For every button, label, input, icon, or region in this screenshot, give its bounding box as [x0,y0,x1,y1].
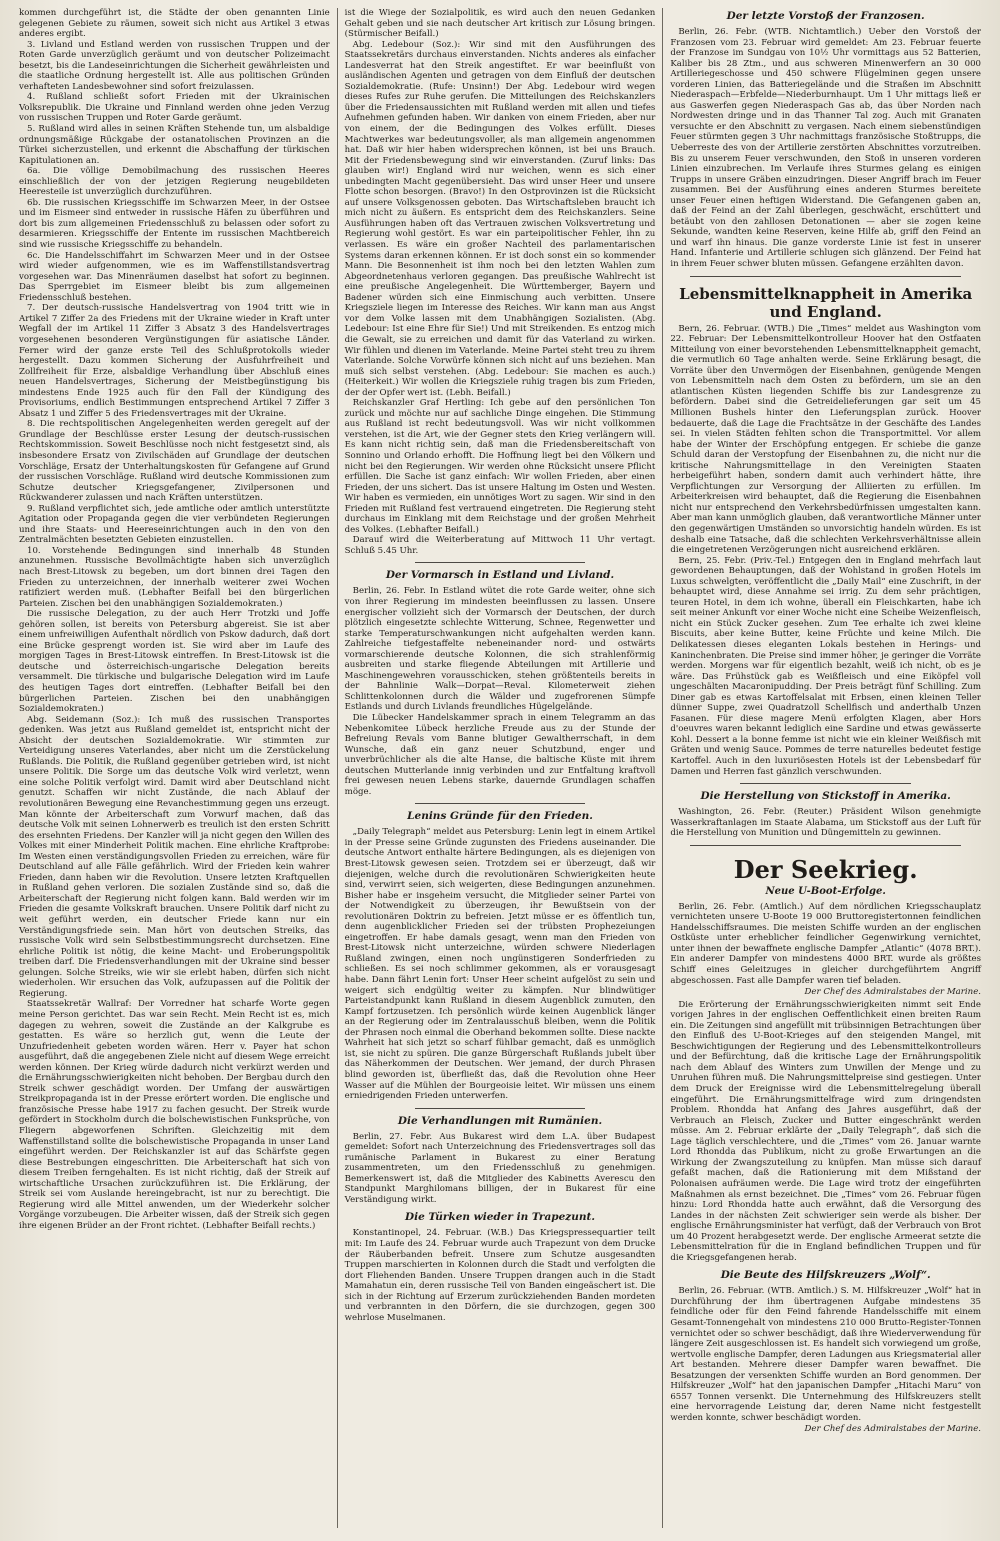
paragraph: 7. Der deutsch-russische Handelsvertrag von 1904 tritt wie in Artikel 7 Ziffer 2a des Friedens mit der Ukraine wieder in Kraft unter Wegfall der im Artikel 11 Ziffer 3 Absatz 3 des Handelsvertrages vorgesehenen besonderen Vergünstigungen für asiatische Länder. Ferner wird der ganze erste Teil des Schlußprotokolls wieder hergestellt. Dazu kommen Sicherung der Ausfuhrfreiheit und Zollfreiheit für Erze, alsbaldige Verhandlung über Abschluß eines neuen Handelsvertrages, Sicherung der Meistbegünstigung bis mindestens Ende 1925 auch für den Fall der Kündigung des Provisoriums, endlich Bestimmungen entsprechend Artikel 7 Ziffer 3 Absatz 1 und Ziffer 5 des Friedensvertrages mit der Ukraine. [19,303,330,419]
paragraph: Staatssekretär Wallraf: Der Vorredner hat scharfe Worte gegen meine Person gerichtet. Das war sein Recht. Mein Recht ist es, mich dagegen zu wehren, soweit die Zustände an der Kalkgrube es gestatten. Es wäre so herzlich gut, wenn die Leute der Unzufriedenheit gebeten worden wären. Herr v. Payer hat schon ausgeführt, daß die angegebenen Ziele nicht auf diesem Wege erreicht werden können. Der Krieg würde dadurch nicht verkürzt werden und die Ernährungsschwierigkeiten nicht behoben. Der Bergbau durch den Streik schwer geschädigt worden. Der Umfang der auswärtigen Streikpropaganda ist in der Presse erörtert worden. Die englische und französische Presse habe 1917 zu fachen gesucht. Der Streik wurde gefördert in Stockholm durch die bolschewistischen Funksprüche, von Fliegern abgeworfenen Schriften. Gleichzeitig mit dem Waffenstillstand sollte die bolschewistische Propaganda in unser Land eingeführt werden. Der Reichskanzler ist auf das Schärfste gegen diese Bestrebungen eingeschritten. Die Arbeiterschaft hat sich von diesem Treiben ferngehalten. Es ist nicht richtig, daß der Streik auf wirtschaftliche Ursachen zurückzuführen ist. Die Erklärung, der Streik sei vom Auslande hereingebracht, ist nur zu berechtigt. Die Regierung wird alle Mittel anwenden, um der Wiederkehr solcher Vorgänge vorzubeugen. Die Arbeiter wissen, daß der Streik sich gegen ihre eigenen Brüder an der Front richtet. (Lebhafter Beifall rechts.) [19,999,330,1231]
paragraph: 6a. Die völlige Demobilmachung des russischen Heeres einschließlich der von der jetzigen Regierung neugebildeten Heeresteile ist unverzüglich durchzuführen. [19,166,330,198]
headline-stickstoff: Die Herstellung von Stickstoff in Amerika. [700,790,951,803]
section-divider [415,562,586,563]
paragraph: Die Erörterung der Ernährungsschwierigkeiten nimmt seit Ende vorigen Jahres in der englischen Oeffentlichkeit einen breiten Raum ein. Die Zeitungen sind angefüllt mit trübsinnigen Betrachtungen über den Einfluß des U-Boot-Krieges auf den steigenden Mangel, mit Beschwichtigungen der Regierung und des Lebensmittelkontrolleurs und der Befürchtung, daß die kritische Lage der Ernährungspolitik nach dem Ablauf des Winters zum Unwillen der Menge und zu Unruhen führen muß. Die Nahrungsmittelpreise sind gestiegen. Unter dem Druck der Ereignisse wird die Lebensmittelregelung überall eingeführt. Die Ernährungsmittelfrage wird zum dringendsten Problem. Rhondda hat Anfang des Jahres ausgeführt, daß der Verbrauch an Fleisch, Zucker und Butter eingeschränkt werden müsse. Am 2. Februar erklärte der „Daily Telegraph“, daß sich die Lage täglich verschlechtere, und die „Times“ vom 26. Januar warnte Lord Rhondda das Publikum, nicht zu große Erwartungen an die Wirkung der Zwangszuteilung zu knüpfen. Man müsse sich darauf gefaßt machen, daß die Rationierung mit dem Mißstand der Polonaisen aufräumen werde. Die Lage wird trotz der eingeführten Maßnahmen als ernst bezeichnet. Die „Times“ vom 26. Februar fügen hinzu: Lord Rhondda hatte auch erwähnt, daß die Versorgung des Landes in der nächsten Zeit schwieriger sein werde als bisher. Der englische Ernährungsminister hat verfügt, daß der Verbrauch von Brot um 40 Prozent herabgesetzt werde. Der englische Armeerat setzte die Lebensmittelration für die in England befindlichen Truppen und für die Kriegsgefangenen herab. [670,999,982,1263]
headline-tuerken: Die Türken wieder in Trapezunt. [404,1211,596,1224]
headline-vormarsch: Der Vormarsch in Estland und Livland. [385,569,615,582]
subheadline-uboot: Neue U-Boot-Erfolge. [765,885,886,897]
paragraph: Berlin, 26. Febr. (WTB. Nichtamtlich.) Ueber den Vorstoß der Franzosen vom 23. Februar wird gemeldet: Am 23. Februar feuerte der Franzose im Sundgau von 10½ Uhr vormittags aus 52 Batterien, Kaliber bis 28 Ztm., und aus schweren Minenwerfern an 30 000 Artilleriegeschosse und 450 schwere Flügelminen gegen unsere vorderen Linien, das Batteriegelände und die Straßen im Abschnitt Niederaspach—Erbfelde—Niederburnhaupt. Um 1 Uhr mittags ließ er aus Gaswerfen gegen Niederaspach Gas ab, das über Norden nach Nordwesten dringe und in das Thanner Tal zog. Auch mit Granaten versuchte er den Abschnitt zu vergasen. Nach einem siebenstündigen Feuer stürmten gegen 3 Uhr nachmittags französische Stoßtrupps, die Ueberreste des von der Artillerie zerstörten Abschnittes vorzutreiben. Bis zu unserem Feuer verschwunden, den Stoß in unseren vorderen Linien einzubrechen. Im Verlaufe ihres Sturmes gelang es einigen Trupps in unsere Gräben einzudringen. Dieser Angriff brach im Feuer zusammen. Bei der Ausführung eines anderen Sturmes bereitete unser Feuer einen heftigen Widerstand. Die Gefangenen gaben an, daß der Feind an der Zahl überlegen, geschwächt, erschüttert und betäubt von den zahllosen Detonationen — aber sie zogen keine Sekunde, wandten keine Reserven, keine Hilfe ab, griff den Feind an und warf ihn hinaus. Die ganze vorderste Linie ist fest in unserer Hand. Infanterie und Artillerie schlugen sich glänzend. Der Feind hat in ihrem Feuer schwer bluten müssen. Gefangene erzählten davon. [670,27,982,270]
section-divider [690,276,961,277]
column-left [12,8,337,1528]
paragraph: ist die Wiege der Sozialpolitik, es wird auch den neuen Gedanken Gehalt geben und sie nach deutscher Art kritisch zur Lösung bringen. (Stürmischer Beifall.) [344,8,656,40]
paragraph: 9. Rußland verpflichtet sich, jede amtliche oder amtlich unterstützte Agitation oder Propaganda gegen die vier verbündeten Regierungen und ihre Staats- und Heereseinrichtungen auch in den von den Zentralmächten besetzten Gebieten einzustellen. [19,503,330,546]
paragraph: Die russische Delegation, zu der auch Herr Trotzki und Joffe gehören sollen, ist bereits von Petersburg abgereist. Sie ist aber einem unfreiwilligen Aufenthalt nördlich von Pskow dadurch, daß dort eine Brücke gesprengt worden ist. Sie wird aber im Laufe des morgigen Tages in Brest-Litowsk eintreffen. In Brest-Litowsk ist die deutsche und österreichisch-ungarische Delegation bereits versammelt. Die türkische und bulgarische Delegation wird im Laufe des heutigen Tages dort eintreffen. (Lebhafter Beifall bei den bürgerlichen Parteien. Zischen bei den unabhängigen Sozialdemokraten.) [19,609,330,715]
paragraph: Konstantinopel, 24. Februar. (W.B.) Das Kriegspressequartier teilt mit: Im Laufe des 24. Februar wurde auch Trapezunt von dem Drucke der Räuberbanden befreit. Unsere zum Schutze ausgesandten Truppen marschierten in Kolonnen durch die Stadt und verfolgten die dort Fliehenden Banden. Unsere Truppen drangen auch in die Stadt Mamahatun ein, deren russische Teil von Banden eingeäschert ist. Die sich in der Richtung auf Erzerum zurückziehenden Banden mordeten und verbrannten in den Dörfern, die sie durchzogen, gegen 300 wehrlose Muselmanen. [344,1228,656,1323]
headline-lebensmittel: Lebensmittelknappheit in Amerika und England. [679,284,973,321]
paragraph: 8. Die rechtspolitischen Angelegenheiten werden geregelt auf der Grundlage der Beschlüsse erster Lesung der deutsch-russischen Rechtskommission. Soweit Beschlüsse noch nicht festgesetzt sind, als insbesondere Ersatz von Zivilschäden auf Grundlage der deutschen Vorschläge, Ersatz der Unterhaltungskosten für Gefangene auf Grund der russischen Vorschläge. Rußland wird deutsche Kommissionen zum Schutze deutscher Kriegsgefangener, Zivilpersonen und Rückwanderer zulassen und nach Kräften unterstützen. [19,419,330,504]
section-divider [740,783,911,784]
paragraph: „Daily Telegraph“ meldet aus Petersburg: Lenin legt in einem Artikel in der Presse seine Gründe zugunsten des Friedens auseinander. Die deutsche Antwort enthalte härtere Bedingungen, als es diejenigen von Brest-Litowsk gewesen seien. Trotzdem sei er überzeugt, daß wir diejenigen, welche durch die revolutionären Schwierigkeiten heute sind, verwirrt seien, sich weigerten, diese Bedingungen anzunehmen. Bisher habe er insgeheim versucht, die Mitglieder seiner Partei von der Notwendigkeit zu überzeugen, ihr Bewußtsein von der revolutionären Doktrin zu befreien. Jetzt müsse er es öffentlich tun, denn augenblicklicher Frieden sei der trübsten Prophezeiungen eingetroffen. Er habe damals gesagt, wenn man den Frieden von Brest-Litowsk nicht unterzeichne, würden schwere Niederlagen Rußland zwingen, einen noch ungünstigeren Sonderfrieden zu schließen. Es sei noch schlimmer gekommen, als er vorausgesagt habe. Dann fährt Lenin fort: Unser Heer scheint aufgelöst zu sein und weigert sich endgültig weiter zu kämpfen. Nur blindwütiger Parteistandpunkt kann Rußland in diesem Augenblick zumuten, den Kampf fortzusetzen. Ich persönlich würde keinen Augenblick länger an der Regierung oder im Zentralausschuß bleiben, wenn die Politik der Phrasen noch einmal die Oberhand bekommen sollte. Diese nackte Wahrheit hat sich jetzt so scharf fühlbar gemacht, daß es unmöglich ist, sie nicht zu spüren. Die ganze Bürgerschaft Rußlands jubelt über das Näherkommen der Deutschen. Wer jemand, der durch Phrasen blind geworden ist, überfließt das, daß die Revolution ohne Heer Wasser auf die Mühlen der Bourgeoisie leitet. Wir müssen uns einem erniedrigenden Frieden unterwerfen. [344,827,656,1102]
signature-line: Der Chef des Admiralstabes der Marine. [804,1424,982,1435]
column-container [12,8,988,1528]
paragraph: Die Lübecker Handelskammer sprach in einem Telegramm an das Nebenkomitee Lübeck herzliche Freude aus zu der Stunde der Befreiung Revals vom Banne blutiger Gewaltherrschaft, in dem Wunsche, daß ein ganz neuer Schutzbund, enger und unverbrüchlicher als die alte Hanse, die baltische Küste mit ihrem deutschen Mutterlande innig verbinden und zur Entfaltung kraftvoll frei gewesen neuen Lebens starke, dauernde Grundlagen schaffen möge. [344,713,656,797]
paragraph: Bern, 25. Febr. (Priv.-Tel.) Entgegen den in England mehrfach laut gewordenen Behauptungen, daß der Wohlstand in großen Hotels im Luxus schwelgten, veröffentlicht die „Daily Mail“ eine Zuschrift, in der behauptet wird, diese Annahme sei irrig. Zu dem sehr prächtigen, teuren Hotel, in dem ich wohne, überall ein Fleischkarten, habe ich seit meiner Ankunft vor einer Woche nicht eine Scheibe Weizenfleisch, nicht ein Stück Zucker gesehen. Zum Tee erhalte ich zwei kleine Biscuits, aber keine Butter, keine Früchte und keine Milch. Die Delikatessen dieses eleganten Lokals bestehen in Herings- und Kaninchenbraten. Die Preise sind immer höher, je geringer die Vorräte werden. Morgens war für eigentlich bezahlt, weiß ich nicht, ob es je wäre. Das Frühstück gab es Weißfleisch und eine Eiköpfel voll ungeschälten Macaronipudding. Der Preis beträgt fünf Schilling. Zum Diner gab es etwas Kartoffelsalat mit Erbsen, einen kleinen Teller dünner Suppe, zwei Quadratzoll Schellfisch und anderthalb Unzen Fasanen. Für diese magere Menü erfolgten Klagen, aber Hors d'oeuvres waren bekannt lediglich eine Sardine und etwas gewässerte Kohl. Dessert a la bonne femme ist nicht wie ein kleiner Weißfisch mit Gräten und wenig Sauce. Pommes de terre naturelles bedeutet festige Kartoffel. Auch in den luxuriösesten Hotels ist der Lebensbedarf für Damen und Herren fast gänzlich verschwunden. [670,555,982,777]
paragraph: 5. Rußland wird alles in seinen Kräften Stehende tun, um alsbaldige ordnungsmäßige Rückgabe der ostanatolischen Provinzen an die Türkei sicherzustellen, und erkennt die Abschaffung der türkischen Kapitulationen an. [19,124,330,166]
paragraph: 4. Rußland schließt sofort Frieden mit der Ukrainischen Volksrepublik. Die Ukraine und Finnland werden ohne jeden Verzug von russischen Truppen und Roter Garde geräumt. [19,92,330,124]
headline-vorstoss: Der letzte Vorstoß der Franzosen. [726,10,925,22]
signature-line: Der Chef des Admiralstabes der Marine. [804,987,982,998]
paragraph: Washington, 26. Febr. (Reuter.) Präsident Wilson genehmigte Wasserkraftanlagen im Staate Alabama, um Stickstoff aus der Luft für die Herstellung von Munition und Düngemitteln zu gewinnen. [670,807,982,839]
headline-lenin: Lenins Gründe für den Frieden. [407,810,593,823]
paragraph: kommen durchgeführt ist, die Städte der oben genannten Linie gelegenen Gebiete zu räumen, soweit sich nicht aus Artikel 3 etwas anderes ergibt. [19,8,330,40]
column-middle [337,8,663,1528]
headline-beute: Die Beute des Hilfskreuzers „Wolf“. [720,1269,931,1282]
paragraph: Reichskanzler Graf Hertling: Ich gebe auf den persönlichen Ton zurück und möchte nur auf sachliche Dinge eingehen. Die Stimmung aus Rußland ist recht bedeutungsvoll. Was wir nicht vollkommen verstehen, ist die Art, wie der Gegner stets den Krieg verlängern will. Es kann nicht richtig sein, daß man die Friedensbereitschaft von Sonnino und Orlando erhofft. Die Hoffnung liegt bei den Völkern und nicht bei den Regierungen. Wir werden ohne Rücksicht unsere Pflicht erfüllen. Die Sache ist ganz einfach: Wir wollen Frieden, aber einen Frieden, der uns sichert. Das ist unsere Haltung im Osten und Westen. Wir haben es vermieden, ein unnötiges Wort zu sagen. Wir sind in den Frieden mit Rußland fest vertrauend eingetreten. Die Regierung steht durchaus im Einklang mit dem Reichstage und der großen Mehrheit des Volkes. (Lebhafter Beifall.) [344,398,656,535]
paragraph: Berlin, 27. Febr. Aus Bukarest wird dem L.A. über Budapest gemeldet: Sofort nach Unterzeichnung des Friedensvertrages soll das rumänische Parlament in Bukarest zu einer Beratung zusammentreten, um den Friedensschluß zu genehmigen. Bemerkenswert ist, daß die Mitglieder des Kabinetts Averescu den Standpunkt Marghilomans billigen, der in Bukarest für eine Verständigung wirkt. [344,1131,656,1205]
paragraph: 10. Vorstehende Bedingungen sind innerhalb 48 Stunden anzunehmen. Russische Bevollmächtigte haben sich unverzüglich nach Brest-Litowsk zu begeben, um dort binnen drei Tagen den Frieden zu unterzeichnen, der innerhalb weiterer zwei Wochen ratifiziert werden muß. (Lebhafter Beifall bei den bürgerlichen Parteien. Zischen bei den unabhängigen Sozialdemokraten.) [19,545,330,609]
paragraph: Bern, 26. Februar. (WTB.) Die „Times“ meldet aus Washington vom 22. Februar: Der Lebensmittelkontrolleur Hoover hat den Ostfaaten Mitteilung von einer bevorstehenden Lebensmittelknappheit gemacht, die vermutlich 60 Tage anhalten werde. Seine Erklärung besagt, die Vorräte über den Unvermögen der Eisenbahnen, genügende Mengen von Lebensmitteln nach dem Osten zu befördern, um sie an den atlantischen Küsten liegenden Schiffe bis zur Landesgrenze zu befördern. Dabei sind die Getreidelieferungen gar seit um 45 Millionen Bushels hinter den Lieferungsplan zurück. Hoover bedauerte, daß die Lage die Frachtsätze in der Geschäfte des Landes sei. In vielen Städten fehlten schon die Transportmittel. Vor allem habe der Winter der Erschöpfung entgegen. Er schiebe die ganze Schuld daran der Verstopfung der Eisenbahnen zu, die nicht nur die kritische Nahrungsmittellage in den Vereinigten Staaten herbeigeführt haben, sondern damit auch verhindert hätte, ihre Verpflichtungen zur Versorgung der Alliierten zu erfüllen. Im Arbeiterkreisen wird behauptet, daß die Regierung die Eisenbahnen nicht nur entsprechend den Verkehrsbedürfnissen umgestalten kann. Aber man kann unmöglich glauben, daß verantwortliche Männer unter den gegenwärtigen Umständen so unvorsichtig handeln würden. Es ist deshalb eine Tatsache, daß die schlechten Verkehrsverhältnisse allein die eingetretenen Verzögerungen nicht ausreichend erklären. [670,323,982,556]
section-divider [415,803,586,804]
paragraph: 6c. Die Handelsschiffahrt im Schwarzen Meer und in der Ostsee wird wieder aufgenommen, wie es im Waffenstillstandsvertrag vorgesehen war. Das Minenräumen daselbst hat sofort zu beginnen. Das Sperrgebiet im Eismeer bleibt bis zum allgemeinen Friedensschluß bestehen. [19,250,330,303]
paragraph: Darauf wird die Weiterberatung auf Mittwoch 11 Uhr vertagt. Schluß 5.45 Uhr. [344,535,656,556]
headline-rumaenien: Die Verhandlungen mit Rumänien. [397,1114,603,1127]
paragraph: Abg. Ledebour (Soz.): Wir sind mit den Ausführungen des Staatssekretärs durchaus einverstanden. Nichts anderes als einfacher Landesverrat hat den Streik angestiftet. Er war beeinflußt von ausländischen Agenten und getragen von dem Einfluß der deutschen Sozialdemokratie. (Rufe: Unsinn!) Der Abg. Ledebour wird wegen dieses Rufes zur Ruhe gerufen. Die Mitteilungen des Reichskanzlers über die Friedensaussichten mit Rußland werden mit allen und tiefes Aufnehmen gefunden haben. Wir danken von einem Frieden, aber nur von einem, der die Bedingungen des Volkes erfüllt. Dieses Machtwerkes war bedeutungsvoller, als man allgemein angenommen hat. Daß wir hier haben widersprechen können, ist bei uns Brauch. Mit der Friedensbewegung sind wir einverstanden. (Zuruf links: Das glauben wir!) England wird nur weichen, wenn es sich einer unbedingten Macht gegenübersieht. Das wird unser Heer und unsere Flotte schon besorgen. (Bravo!) In den Ostprovinzen ist die Rücksicht auf unsere Volksgenossen geboten. Das Wirtschaftsleben braucht ich mich nicht zu äußern. Es entspricht dem des Reichskanzlers. Seine Ausführungen haben oft das Vertrauen zwischen Volksvertretung und Regierung wohl gestört. Es war ein parteipolitischer Fehler, ihn zu verlassen. Es wäre ein großer Nachteil des parlamentarischen Systems daran erkennen können. Er ist doch sonst ein so kommender Mann. Die Besonnenheit ist ihm noch bei den letzten Wahlen zum Abgeordnetenhaus verloren gegangen. Das preußische Wahlrecht ist eine preußische Angelegenheit. Die Württemberger, Bayern und Badener würden sich eine Einmischung auch verbitten. Unsere Kriegsziele liegen im Interesse des Reiches. Wir kann man aus Angst vor dem Volke lassen mit dem Unabhängigen Sozialisten. (Abg. Ledebour: Ist eine Ehre für Sie!) Und mit Streikenden. Es entzog mich die Gewalt, sie zu erreichen und damit für das Vaterland zu wirken. Wir fühlen und dienen im Vaterlande. Meine Partei steht treu zu ihrem Vaterlande. Solche Vorwürfe können sich nicht auf uns beziehen. Man muß sich selbst verstehen. (Abg. Ledebour: Sie machen es auch.) (Heiterkeit.) Wir wollen die Kriegsziele ruhig tragen bis zum Frieden, der der Opfer wert ist. (Lebh. Beifall.) [344,39,656,398]
section-divider [690,845,961,846]
headline-seekrieg: Der Seekrieg. [733,854,918,884]
column-right [662,8,988,1528]
paragraph: Berlin, 26. Febr. (Amtlich.) Auf dem nördlichen Kriegsschauplatz vernichteten unsere U-Boote 19 000 Bruttoregistertonnen feindlichen Handelsschiffsraumes. Die meisten Schiffe wurden an der englischen Ostküste unter erheblicher feindlicher Gegenwirkung vernichtet, unter ihnen der bewaffnete englische Dampfer „Atlantic“ (4078 BRT.). Ein anderer Dampfer von mindestens 4000 BRT. wurde als größtes Schiff eines Geleitzuges in gleicher durchgeführtem Angriff abgeschossen. Fast alle Dampfer waren tief beladen. [670,901,982,986]
paragraph: Abg. Seidemann (Soz.): Ich muß des russischen Transportes gedenken. Was jetzt aus Rußland gemeldet ist, entspricht nicht der Absicht der deutschen Sozialdemokratie. Wir stimmten zur Verteidigung unseres Vaterlandes, aber nicht um die Zerstückelung Rußlands. Die Politik, die Rußland gegenüber getrieben wird, ist nicht unsere Politik. Die Sorge um das deutsche Volk wird verletzt, wenn eine solche Politik verfolgt wird. Damit wird aber Deutschland nicht genutzt. Schaffen wir nicht Zustände, die nach Ablauf der revolutionären Bewegung eine Revanchestimmung gegen uns erzeugt. Man könnte der Arbeiterschaft zum Vorwurf machen, daß das deutsche Volk mit seinen Lohnerwerb es treulich ist den ersten Schritt des ersehnten Friedens. Der Kanzler will ja nicht gegen den Willen des Volkes mit einer Minderheit Politik machen. Eine ehrliche Kraftprobe: Im Westen einen verständigungsvollen Frieden zu erreichen, wäre für Deutschland auf alle Fälle gefährlich. Wird der Frieden kein wahrer Frieden, dann haben wir die Revolution. Unsere letzten Kraftquellen in Rußland gehen verloren. Die sozialen Zustände sind so, daß die Arbeiterschaft der Regierung nicht folgen kann. Bald werden wir im Frieden die gesamte Volkskraft brauchen. Unsere Politik darf nicht zu weit geführt werden, ein deutscher Friede kann nur ein Verständigungsfriede sein. Man hört von deutschen Streiks, das russische Volk wird sein Selbstbestimmungsrecht durchsetzen. Eine ehrliche Politik ist nötig, die keine Macht- und Eroberungspolitik treiben darf. Die Friedensverhandlungen mit der Ukraine sind besser gelungen. Solche Streiks, wie wir sie erlebt haben, dürfen sich nicht wiederholen. Wir ersuchen das Volk, aufzupassen auf die Politik der Regierung. [19,714,330,999]
paragraph: Berlin, 26. Februar. (WTB. Amtlich.) S. M. Hilfskreuzer „Wolf“ hat in Durchführung der ihm übertragenen Aufgabe mindestens 35 feindliche oder für den Feind fahrende Handelsschiffe mit einem Gesamt-Tonnengehalt von mindestens 210 000 Brutto-Register-Tonnen vernichtet oder so schwer beschädigt, daß ihre Wiederverwendung für längere Zeit ausgeschlossen ist. Es handelt sich vorwiegend um große, wertvolle englische Dampfer, deren Ladungen aus Kriegsmaterial aller Art bestanden. Mehrere dieser Dampfer waren bewaffnet. Die Besatzungen der versenkten Schiffe wurden an Bord genommen. Der Hilfskreuzer „Wolf“ hat den japanischen Dampfer „Hitachi Maru“ von 6557 Tonnen versenkt. Die Unternehmung des Hilfskreuzers stellt eine hervorragende Leistung dar, deren Name nicht festgestellt werden konnte, schwer beschädigt worden. [670,1286,982,1423]
section-divider [415,1108,586,1109]
paragraph: 3. Livland und Estland werden von russischen Truppen und der Roten Garde unverzüglich geräumt und von deutscher Polizeimacht besetzt, bis die Landeseinrichtungen die Sicherheit gewährleisten und die staatliche Ordnung hergestellt ist. Alle aus politischen Gründen verhafteten Landesbewohner sind sofort freizulassen. [19,39,330,92]
paragraph: 6b. Die russischen Kriegsschiffe im Schwarzen Meer, in der Ostsee und im Eismeer sind entweder in russische Häfen zu überführen und dort bis zum allgemeinen Friedensschluß zu belassen oder sofort zu desarmieren. Kriegsschiffe der Entente im russischen Machtbereich sind wie russische Kriegsschiffe zu behandeln. [19,197,330,251]
paragraph: Berlin, 26. Febr. In Estland wütet die rote Garde weiter, ohne sich von ihrer Regierung im mindesten beeinflussen zu lassen. Unsere energischer vollzieht sich der Vormarsch der Deutschen, der durch plötzlich eingesetzte schlechte Witterung, Schnee, Regenwetter und starke Temperaturschwankungen nicht aufgehalten werden kann. Zahlreiche tiefgestaffelte nebeneinander nord- und ostwärts vormarschierende deutsche Kolonnen, die sich strahlenförmig ausbreiten und starke fliegende Abteilungen mit Artillerie und Maschinengewehren vorausschicken, stehen größtenteils bereits in der Bahnlinie Walk—Dorpat—Reval. Kilometerweit ziehen Schlittenkolonnen durch die Wälder und zugefrorenen Sümpfe Estlands und durch Livlands freundliches Hügelgelände. [344,586,656,713]
